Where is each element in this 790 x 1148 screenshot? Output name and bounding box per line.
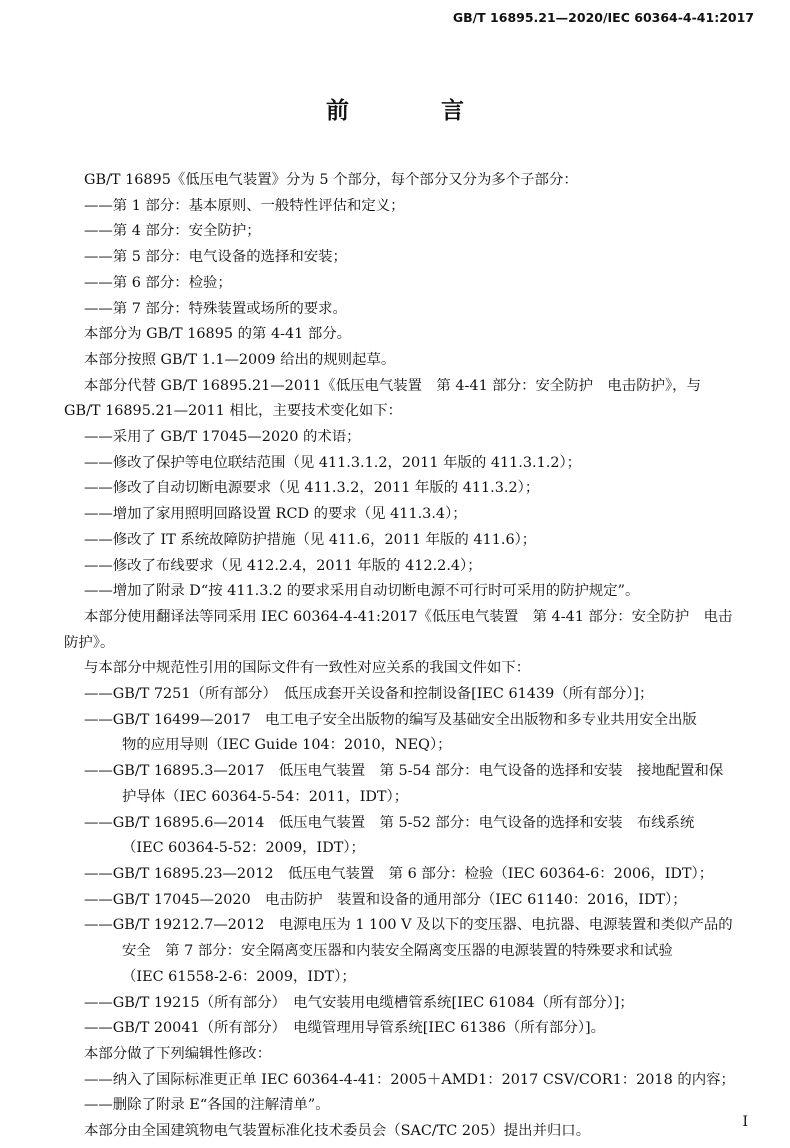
change-item: ——修改了自动切断电源要求（见 411.3.2，2011 年版的 411.3.2）；	[84, 480, 540, 497]
part-item: ——第 5 部分：电气设备的选择和安装；	[84, 249, 347, 266]
part-item: ——第 6 部分：检验；	[84, 274, 232, 291]
part-item: ——第 7 部分：特殊装置或场所的要求。	[84, 300, 347, 317]
reference-line: ——GB/T 7251（所有部分） 低压成套开关设备和控制设备[IEC 61439（所有部分）]；	[84, 686, 654, 703]
reference-line: ——GB/T 19212.7—2012 电源电压为 1 100 V 及以下的变压器、电抗器、电源装置和类似产品的	[84, 917, 733, 934]
reference-line: ——GB/T 19215（所有部分） 电气安装用电缆槽管系统[IEC 61084（所有部分）]；	[84, 994, 634, 1011]
reference-item	[64, 682, 754, 708]
change-item: ——修改了保护等电位联结范围（见 411.3.1.2，2011 年版的 411.3.1.2）；	[84, 454, 582, 471]
page-title: 前 言	[325, 98, 506, 124]
reference-item	[64, 862, 754, 888]
change-item: ——采用了 GB/T 17045—2020 的术语；	[84, 429, 361, 446]
reference-line: ——GB/T 20041（所有部分） 电缆管理用导管系统[IEC 61386（所有部分）]。	[84, 1020, 606, 1037]
part-item: ——第 4 部分：安全防护；	[84, 223, 261, 240]
change-item: ——增加了家用照明回路设置 RCD 的要求（见 411.3.4）；	[84, 506, 467, 523]
reference-line: ——GB/T 16895.6—2014 低压电气装置 第 5-52 部分：电气设备的选择和安装 布线系统	[84, 814, 695, 831]
reference-line: ——GB/T 16895.3—2017 低压电气装置 第 5-54 部分：电气设备的选择和安装 接地配置和保	[84, 763, 724, 780]
replace-statement-line1: 本部分代替 GB/T 16895.21—2011《低压电气装置 第 4-41 部分：安全防护 电击防护》，与	[84, 377, 701, 394]
editorial-intro: 本部分做了下列编辑性修改：	[84, 1045, 272, 1062]
reference-item	[64, 1016, 754, 1042]
reference-continuation: （IEC 60364-5-52：2009，IDT）；	[122, 840, 365, 857]
reference-line: ——GB/T 17045—2020 电击防护 装置和设备的通用部分（IEC 61140：2016，IDT）；	[84, 891, 687, 908]
intro-paragraph: GB/T 16895《低压电气装置》分为 5 个部分，每个部分又分为多个子部分：	[84, 172, 578, 188]
reference-item	[64, 708, 754, 759]
change-item: ——修改了布线要求（见 412.2.4，2011 年版的 412.2.4）；	[84, 557, 482, 574]
part-statement: 本部分为 GB/T 16895 的第 4-41 部分。	[84, 326, 352, 343]
reference-line: ——GB/T 16499—2017 电工电子安全出版物的编写及基础安全出版物和多专业共用安全出版	[84, 711, 697, 728]
reference-item	[64, 759, 754, 810]
organization-statement: 本部分由全国建筑物电气装置标准化技术委员会（SAC/TC 205）提出并归口。	[84, 1123, 591, 1140]
rules-statement: 本部分按照 GB/T 1.1—2009 给出的规则起草。	[84, 351, 396, 368]
part-item: ——第 1 部分：基本原则、一般特性评估和定义；	[84, 197, 405, 214]
reference-line: ——GB/T 16895.23—2012 低压电气装置 第 6 部分：检验（IEC 60364-6：2006，IDT）；	[84, 865, 714, 882]
reference-item	[64, 888, 754, 914]
page-number: I	[742, 1114, 748, 1130]
change-item: ——增加了附录 D“按 411.3.2 的要求采用自动切断电源不可行时可采用的防护规定”。	[84, 583, 640, 600]
references-intro: 与本部分中规范性引用的国际文件有一致性对应关系的我国文件如下：	[84, 660, 531, 677]
translate-statement-line2: 防护》。	[64, 634, 115, 651]
reference-item	[64, 913, 754, 990]
change-item: ——修改了 IT 系统故障防护措施（见 411.6，2011 年版的 411.6）；	[84, 531, 537, 548]
document-body	[64, 168, 754, 1145]
reference-continuation: 安全 第 7 部分：安全隔离变压器和内装安全隔离变压器的电源装置的特殊要求和试验	[122, 943, 673, 960]
replace-statement-line2: GB/T 16895.21—2011 相比，主要技术变化如下：	[64, 403, 403, 420]
editorial-item: ——纳入了国际标准更正单 IEC 60364-4-41：2005＋AMD1：2017 CSV/COR1：2018 的内容；	[84, 1071, 735, 1088]
standard-header: GB/T 16895.21—2020/IEC 60364-4-41:2017	[452, 10, 754, 25]
reference-continuation: （IEC 61558-2-6：2009，IDT）；	[122, 968, 356, 985]
reference-item	[64, 991, 754, 1017]
reference-continuation: 护导体（IEC 60364-5-54：2011，IDT）；	[122, 788, 409, 805]
reference-continuation: 物的应用导则（IEC Guide 104：2010，NEQ）；	[122, 737, 452, 754]
reference-item	[64, 811, 754, 862]
translate-statement-line1: 本部分使用翻译法等同采用 IEC 60364-4-41:2017《低压电气装置 第 4-41 部分：安全防护 电击	[84, 608, 733, 625]
editorial-item: ——删除了附录 E“各国的注解清单”。	[84, 1097, 330, 1114]
